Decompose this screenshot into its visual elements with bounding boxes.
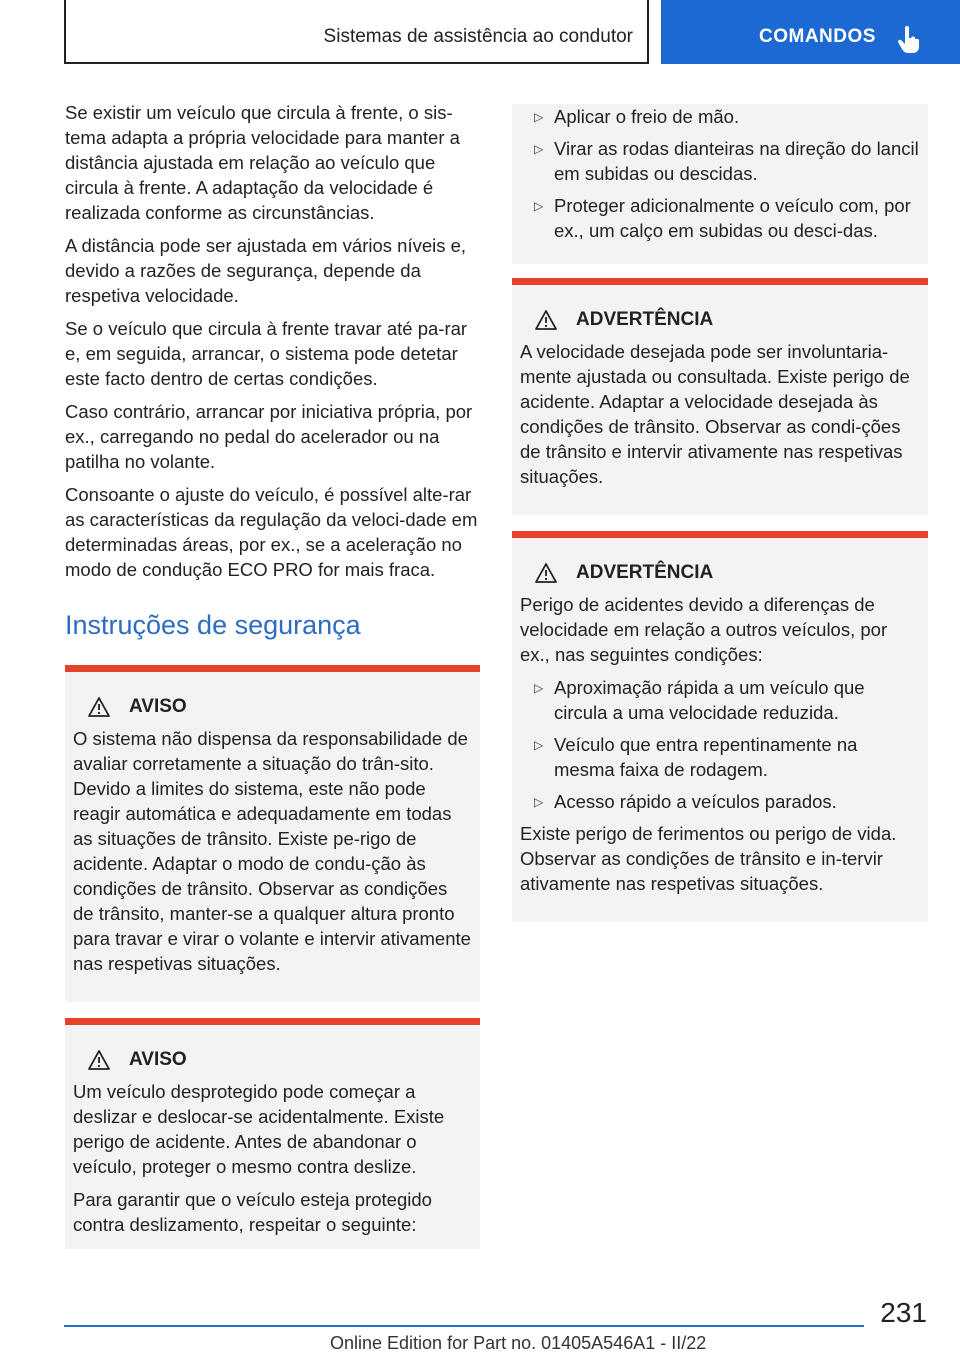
triangle-bullet-icon: ▷ [534, 795, 544, 809]
footer-rule [64, 1325, 864, 1327]
warning-triangle-icon [534, 309, 558, 331]
triangle-bullet-icon: ▷ [534, 110, 544, 124]
paragraph: Consoante o ajuste do veículo, é possível alte-rar as características da regulação da veloci-dade em determinadas áreas, por ex., se a aceleração no modo de condução ECO PRO for mais fraca. [65, 484, 478, 580]
warning-text: A velocidade desejada pode ser involuntaria-mente ajustada ou consultada. Existe perigo de acidente. Adaptar a velocidade desejada às condições de trânsito. Observar as condi-ções de trânsito e intervir ativamente nas respetivas situações. [520, 341, 910, 487]
edition-note: Online Edition for Part no. 01405A546A1 - II/22 [330, 1333, 707, 1353]
pointing-hand-icon [896, 26, 922, 54]
right-column [512, 104, 928, 936]
notice-box [65, 1018, 480, 1249]
triangle-bullet-icon: ▷ [534, 199, 544, 213]
warning-title: ADVERTÊNCIA [576, 562, 714, 583]
chapter-tab [661, 0, 960, 64]
list-item: ▷ Aplicar o freio de mão. [520, 104, 920, 129]
warning-text: Existe perigo de ferimentos ou perigo de vida. Observar as condições de trânsito e in-tervir ativamente nas respetivas situações. [520, 823, 897, 894]
notice-text: Um veículo desprotegido pode começar a deslizar e deslocar-se acidentalmente. Existe perigo de acidente. Antes de abandonar o veículo, proteger o mesmo contra deslize. [73, 1081, 445, 1177]
paragraph: Caso contrário, arrancar por iniciativa própria, por ex., carregando no pedal do acelerador ou na patilha no volante. [65, 401, 473, 472]
notice-header [73, 692, 472, 722]
warning-title: ADVERTÊNCIA [576, 309, 714, 330]
running-header [64, 0, 649, 64]
notice-title: AVISO [129, 1049, 187, 1070]
section-heading: Instruções de segurança [65, 610, 361, 640]
list-item: ▷ Proteger adicionalmente o veículo com, por ex., um calço em subidas ou desci-das. [534, 195, 911, 241]
page-number: 231 [880, 1297, 927, 1328]
section-title: Sistemas de assistência ao condutor [323, 26, 633, 47]
warning-box [512, 531, 928, 922]
list-item: ▷ Acesso rápido a veículos parados. [520, 789, 920, 814]
triangle-bullet-icon: ▷ [534, 681, 544, 695]
list-item: ▷ Aproximação rápida a um veículo que circula a uma velocidade reduzida. [534, 677, 865, 723]
warning-header [520, 305, 920, 335]
precaution-list [520, 104, 920, 243]
triangle-bullet-icon: ▷ [534, 142, 544, 156]
paragraph: Se o veículo que circula à frente travar até pa-rar e, em seguida, arrancar, o sistema pode detetar este facto dentro de certas condições. [65, 318, 468, 389]
list-item: ▷ Veículo que entra repentinamente na mesma faixa de rodagem. [534, 734, 858, 780]
notice-header [73, 1045, 472, 1075]
notice-text: Para garantir que o veículo esteja protegido contra deslizamento, respeitar o seguinte: [73, 1189, 432, 1235]
notice-title: AVISO [129, 696, 187, 717]
chapter-label: COMANDOS [759, 26, 876, 47]
paragraph: A distância pode ser ajustada em vários níveis e, devido a razões de segurança, depende da respetiva velocidade. [65, 235, 467, 306]
notice-continuation-box [512, 104, 928, 264]
warning-box [512, 278, 928, 515]
notice-box [65, 665, 480, 1002]
paragraph: Se existir um veículo que circula à frente, o sis-tema adapta a própria velocidade para manter a distância ajustada em relação ao veículo que circula à frente. A adaptação da velocidade é realizada conforme as circunstâncias. [65, 102, 460, 223]
warning-header [520, 558, 920, 588]
triangle-bullet-icon: ▷ [534, 738, 544, 752]
notice-text: O sistema não dispensa da responsabilidade de avaliar corretamente a situação do trân-sito. Devido a limites do sistema, este não pode reagir automática e adequadamente em todas as situações de trânsito. Existe pe-rigo de acidente. Adaptar o modo de condu-ção às condições de trânsito. Observar as condições de trânsito, manter-se a qualquer altura pronto para travar e virar o volante e intervir ativamente nas respetivas situações. [73, 728, 471, 974]
warning-triangle-icon [534, 562, 558, 584]
list-item: ▷ Virar as rodas dianteiras na direção do lancil em subidas ou descidas. [534, 138, 919, 184]
left-column [65, 100, 480, 1263]
warning-triangle-icon [87, 1049, 111, 1071]
condition-list [520, 675, 920, 814]
warning-triangle-icon [87, 696, 111, 718]
warning-text: Perigo de acidentes devido a diferenças de velocidade em relação a outros veículos, por ex., nas seguintes condições: [520, 594, 888, 665]
